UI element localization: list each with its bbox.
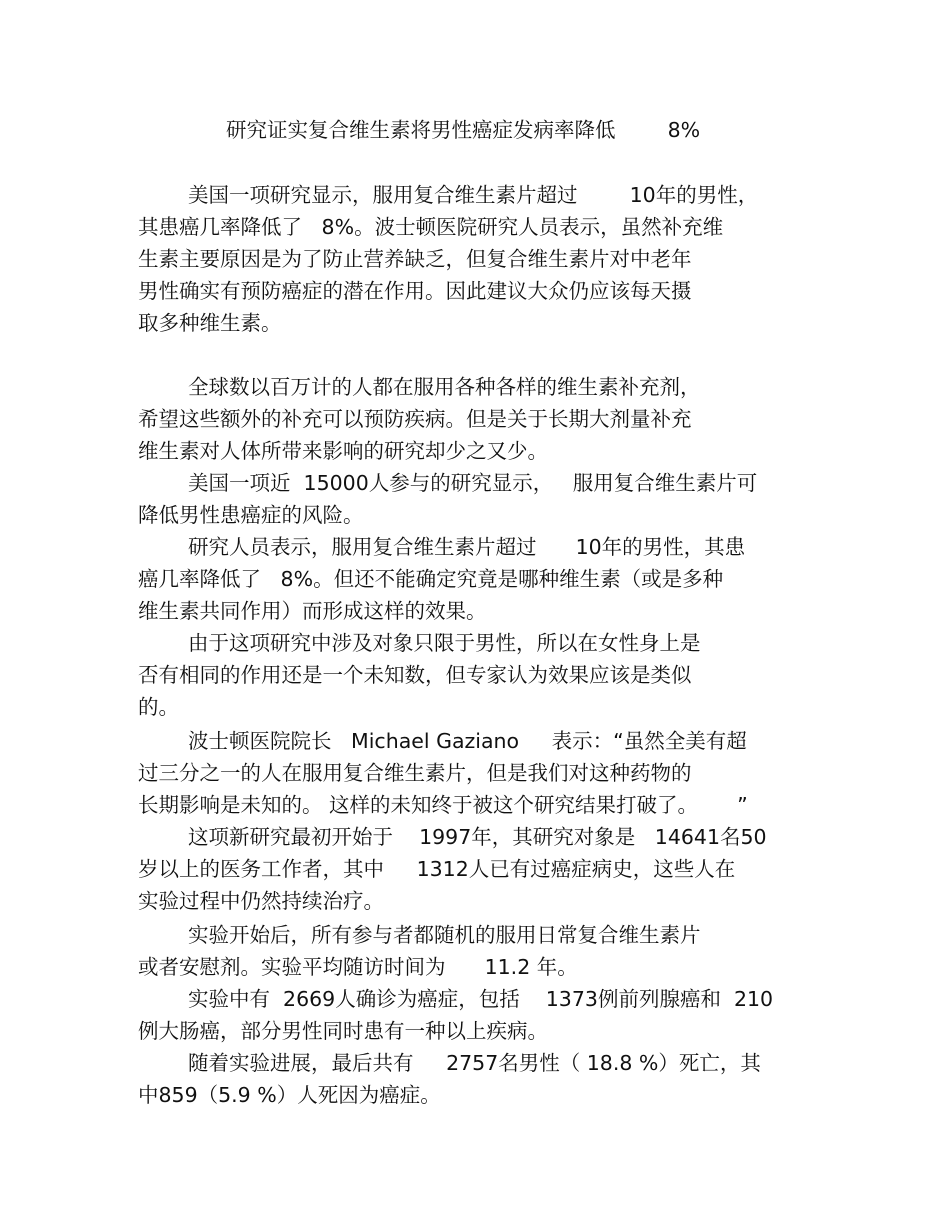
paragraph-line: 维生素共同作用）而形成这样的效果。 [138, 599, 487, 623]
paragraph-line: 波士顿医院院长 Michael Gaziano 表示：“虽然全美有超 [188, 729, 747, 753]
paragraph-line: 中859（5.9 %）人死因为癌症。 [138, 1083, 441, 1107]
paragraph-line: 否有相同的作用还是一个未知数，但专家认为效果应该是类似 [138, 663, 692, 687]
paragraph-line: 其患癌几率降低了 8%。波士顿医院研究人员表示，虽然补充维 [138, 215, 724, 239]
paragraph-line: 癌几率降低了 8%。但还不能确定究竟是哪种维生素（或是多种 [138, 567, 724, 591]
paragraph-line: 维生素对人体所带来影响的研究却少之又少。 [138, 439, 548, 463]
paragraph-line: 过三分之一的人在服用复合维生素片，但是我们对这种药物的 [138, 761, 692, 785]
paragraph-line: 生素主要原因是为了防止营养缺乏，但复合维生素片对中老年 [138, 247, 692, 271]
paragraph-line: 长期影响是未知的。 这样的未知终于被这个研究结果打破了。 ” [138, 793, 748, 817]
document-title: 研究证实复合维生素将男性癌症发病率降低 8% [226, 118, 701, 142]
paragraph-line: 男性确实有预防癌症的潜在作用。因此建议大众仍应该每天摄 [138, 279, 692, 303]
paragraph-line: 实验中有 2669人确诊为癌症，包括 1373例前列腺癌和 210 [188, 987, 774, 1011]
paragraph-line: 降低男性患癌症的风险。 [138, 503, 364, 527]
paragraph-line: 全球数以百万计的人都在服用各种各样的维生素补充剂， [188, 375, 701, 399]
paragraph-line: 研究人员表示，服用复合维生素片超过 10年的男性，其患 [188, 535, 746, 559]
paragraph-line: 由于这项研究中涉及对象只限于男性，所以在女性身上是 [188, 631, 701, 655]
paragraph-line: 实验过程中仍然持续治疗。 [138, 889, 384, 913]
paragraph-line: 例大肠癌，部分男性同时患有一种以上疾病。 [138, 1019, 548, 1043]
paragraph-line: 岁以上的医务工作者，其中 1312人已有过癌症病史，这些人在 [138, 857, 736, 881]
paragraph-line: 美国一项近 15000人参与的研究显示， 服用复合维生素片可 [188, 471, 758, 495]
paragraph-line: 随着实验进展，最后共有 2757名男性（ 18.8 %）死亡，其 [188, 1051, 761, 1075]
paragraph-line: 这项新研究最初开始于 1997年，其研究对象是 14641名50 [188, 825, 767, 849]
paragraph-line: 希望这些额外的补充可以预防疾病。但是关于长期大剂量补充 [138, 407, 692, 431]
paragraph-line: 取多种维生素。 [138, 311, 282, 335]
paragraph-line: 的。 [138, 695, 179, 719]
paragraph-line: 美国一项研究显示，服用复合维生素片超过 10年的男性， [188, 183, 759, 207]
paragraph-line: 实验开始后，所有参与者都随机的服用日常复合维生素片 [188, 923, 701, 947]
paragraph-line: 或者安慰剂。实验平均随访时间为 11.2 年。 [138, 955, 578, 979]
